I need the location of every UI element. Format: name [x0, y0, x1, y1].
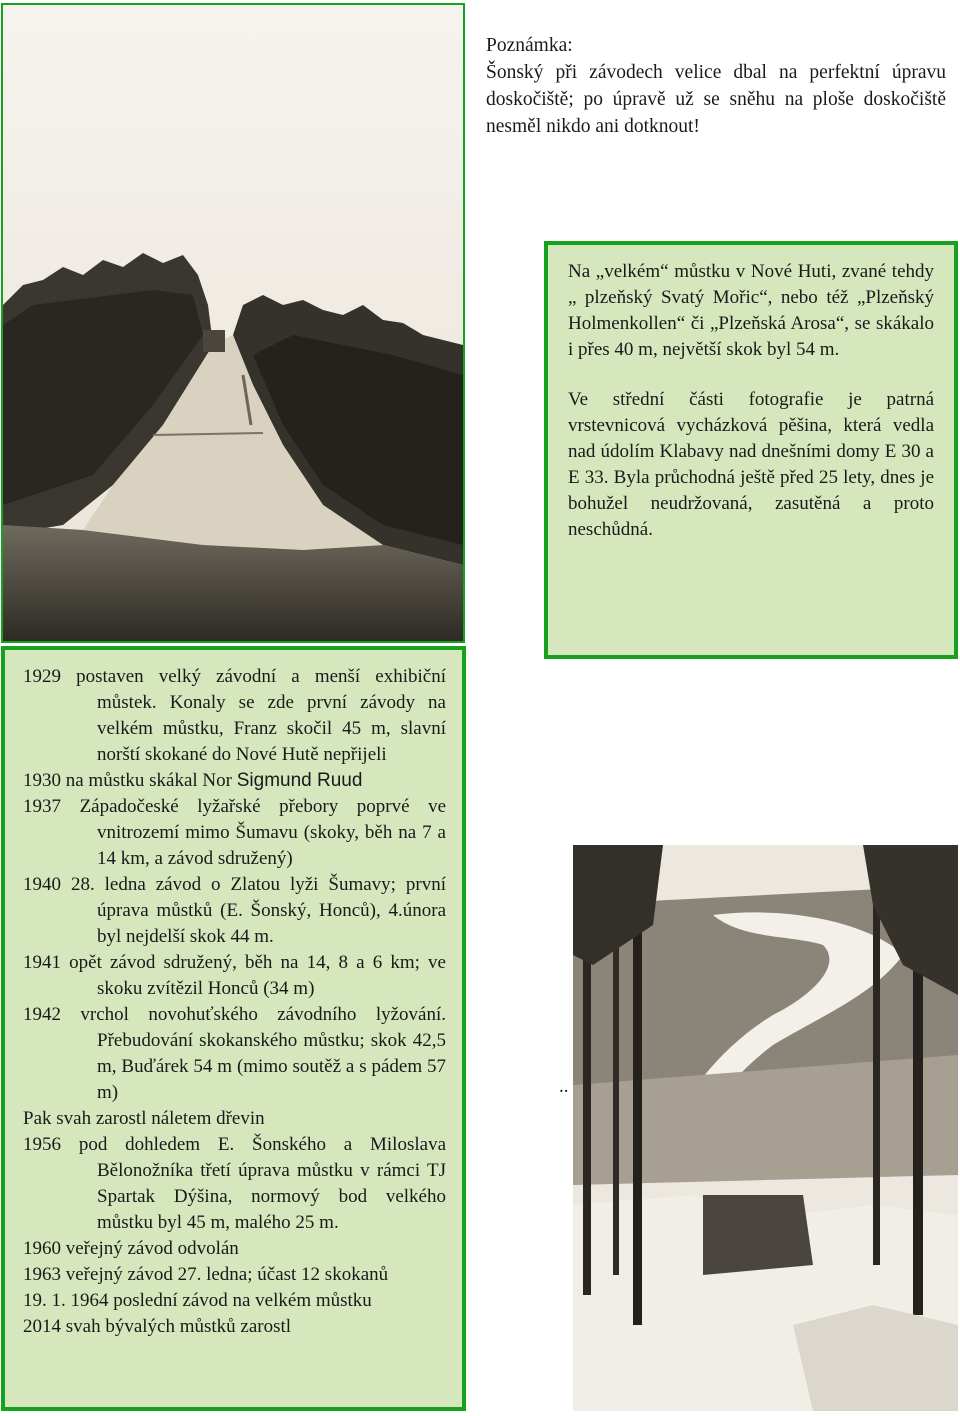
- timeline-entry: [23, 794, 446, 872]
- timeline-entry: [23, 1262, 446, 1288]
- timeline-entry: [23, 950, 446, 1002]
- jump-info-paragraph-1: Na „velkém“ můstku v Nové Huti, zvané tehdy „ plzeňský Svatý Mořic“, nebo též „Plzeňský Holmenkollen“ či „Plzeňská Arosa“, se skákalo i přes 40 m, největší skok byl 54 m.: [568, 261, 934, 360]
- timeline-text: poslední závod na velkém můstku: [113, 1290, 372, 1311]
- timeline-year: 1963: [23, 1264, 61, 1285]
- timeline-year: 1956: [23, 1134, 61, 1155]
- timeline-year: 19. 1. 1964: [23, 1290, 109, 1311]
- timeline-text: veřejný závod 27. ledna; účast 12 skokanů: [65, 1264, 389, 1285]
- timeline-text: vrchol novohuťského závodního lyžování. Přebudování skokanského můstku; skok 42,5 m, Buďárek 54 m (mimo soutěž a s pádem 57 m): [80, 1004, 446, 1103]
- timeline-year: 1929: [23, 666, 61, 687]
- timeline-entry: [23, 768, 446, 794]
- timeline-entry: [23, 1132, 446, 1236]
- timeline-text: 28. ledna závod o Zlatou lyži Šumavy; první úprava můstků (E. Šonský, Honců), 4.února byl nejdelší skok 44 m.: [70, 874, 446, 947]
- timeline-entry: [23, 1106, 446, 1132]
- timeline-year: 1937: [23, 796, 61, 817]
- winter-photo: [573, 845, 958, 1411]
- jump-info-box: [544, 241, 958, 659]
- timeline-year: 1960: [23, 1238, 61, 1259]
- timeline-year: 1942: [23, 1004, 61, 1025]
- timeline-entry: [23, 1314, 446, 1340]
- ski-jump-photo-drawing: [3, 5, 463, 641]
- ski-jump-photo: [1, 3, 465, 643]
- timeline-box: [1, 646, 466, 1411]
- timeline-year: 1940: [23, 874, 61, 895]
- timeline-entry: [23, 1236, 446, 1262]
- timeline-year: 2014: [23, 1316, 61, 1337]
- note: [486, 32, 946, 140]
- timeline-text: pod dohledem E. Šonského a Miloslava Bělonožníka třetí úprava můstku v rámci TJ Spartak Dýšina, normový bod velkého můstku byl 45 m, malého 25 m.: [78, 1134, 447, 1233]
- timeline-year: 1941: [23, 952, 61, 973]
- dots: ..: [559, 1076, 569, 1097]
- timeline-entry: [23, 872, 446, 950]
- timeline-entry: [23, 664, 446, 768]
- timeline-text: na můstku skákal Nor: [65, 770, 237, 791]
- timeline-text: veřejný závod odvolán: [65, 1238, 239, 1259]
- timeline-text: postaven velký závodní a menší exhibiční můstek. Konaly se zde první závody na velkém můstku, Franz skočil 45 m, slavní norští skokané do Nové Hutě nepřijeli: [76, 666, 447, 765]
- timeline-person-name: Sigmund Ruud: [236, 770, 363, 791]
- timeline-text: svah bývalých můstků zarostl: [65, 1316, 292, 1337]
- timeline-year: 1930: [23, 770, 61, 791]
- timeline-text: Západočeské lyžařské přebory poprvé ve vnitrozemí mimo Šumavu (skoky, běh na 7 a 14 km, a závod sdružený): [79, 796, 447, 869]
- timeline-year: Pak: [23, 1108, 52, 1129]
- timeline-text: opět závod sdružený, běh na 14, 8 a 6 km; ve skoku zvítězil Honců (34 m): [69, 952, 446, 999]
- timeline-entry: [23, 1002, 446, 1106]
- timeline-entry: [23, 1288, 446, 1314]
- timeline-text: svah zarostl náletem dřevin: [56, 1108, 265, 1129]
- jump-info-paragraph-2: Ve střední části fotografie je patrná vrstevnicová vycházková pěšina, která vedla nad údolím Klabavy nad dnešními domy E 30 a E 33. Byla průchodná ještě před 25 lety, dnes je bohužel neudržovaná, zasutěná a proto neschůdná.: [568, 389, 934, 540]
- note-text: Šonský při závodech velice dbal na perfektní úpravu doskočiště; po úpravě už se sněhu na ploše doskočiště nesměl nikdo ani dotknout!: [486, 62, 946, 137]
- winter-photo-drawing: [573, 845, 958, 1411]
- note-title: Poznámka:: [486, 35, 573, 56]
